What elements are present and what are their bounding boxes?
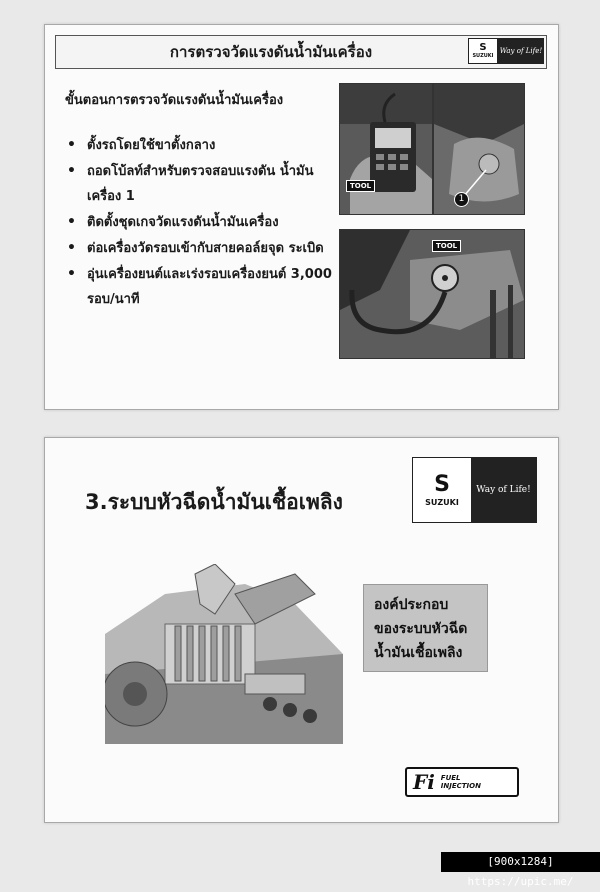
photo-gauge-installed	[339, 229, 525, 359]
slide1-title-bar	[55, 35, 547, 69]
engine-cutaway-illustration	[105, 564, 343, 744]
photo-engine-bolt	[433, 83, 525, 215]
step-item: • ถอดโบ้ลท์สำหรับตรวจสอบแรงดัน น้ำมันเครื่อง 1	[67, 159, 337, 209]
step-item: • อุ่นเครื่องยนต์และเร่งรอบเครื่องยนต์ 3,000 รอบ/นาที	[67, 262, 337, 312]
callout-badge: 1	[454, 192, 469, 207]
suzuki-logo-small	[468, 38, 544, 64]
components-line: ของระบบหัวฉีด	[374, 621, 468, 637]
watermark: [900x1284] https://upic.me/	[441, 852, 600, 872]
suzuki-brand-text: SUZUKI	[425, 497, 459, 507]
suzuki-s-icon: S	[479, 42, 487, 53]
slide2-title: 3.ระบบหัวฉีดน้ำมันเชื้อเพลิง	[85, 490, 343, 514]
slide1-title: การตรวจวัดแรงดันน้ำมันเครื่อง	[169, 43, 373, 61]
step-item: • ต่อเครื่องวัดรอบเข้ากับสายคอล์ยจุด ระเบิด	[67, 236, 337, 261]
slide-oil-pressure	[44, 24, 559, 410]
fi-line2: INJECTION	[440, 782, 481, 790]
step-item: • ติดตั้งชุดเกจวัดแรงดันน้ำมันเครื่อง	[67, 210, 337, 235]
suzuki-slogan: Way of Life!	[471, 458, 536, 522]
steps-list	[67, 133, 337, 313]
fi-line1: FUEL	[440, 774, 461, 782]
slide-fuel-injection	[44, 437, 559, 823]
suzuki-logo-large	[412, 457, 537, 523]
suzuki-s-icon: S	[434, 471, 450, 497]
photo-tachometer	[339, 83, 433, 215]
step-item: • ตั้งรถโดยใช้ขาตั้งกลาง	[67, 133, 337, 158]
tool-badge: TOOL	[432, 240, 461, 252]
engine-bolt-image	[434, 84, 524, 214]
engine-cutaway-image	[105, 564, 343, 744]
fi-mark: Fi	[413, 770, 435, 794]
suzuki-slogan: Way of Life!	[499, 47, 543, 55]
components-line: น้ำมันเชื้อเพลิง	[374, 645, 463, 661]
tachometer-image	[340, 84, 432, 214]
fi-fuel-injection-logo	[405, 767, 519, 797]
slide1-subtitle: ขั้นตอนการตรวจวัดแรงดันน้ำมันเครื่อง	[65, 93, 284, 108]
suzuki-brand-text: SUZUKI	[472, 53, 494, 59]
components-box	[363, 584, 488, 672]
components-line: องค์ประกอบ	[374, 597, 449, 613]
tool-badge: TOOL	[346, 180, 375, 192]
